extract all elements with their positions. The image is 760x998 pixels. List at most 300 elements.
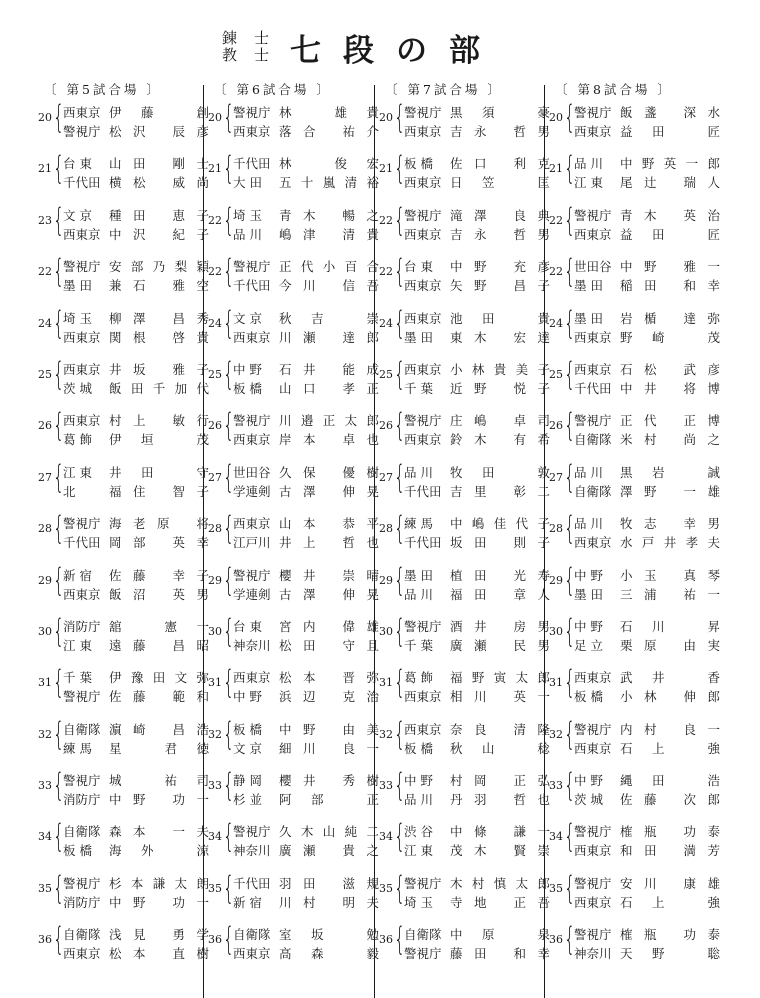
competitor-name: 木村慎太郎 xyxy=(450,875,550,891)
competitor-row xyxy=(404,430,550,448)
competitor-region: 消防庁 xyxy=(63,894,101,910)
competitor-region: 文 京 xyxy=(233,310,262,326)
match-number: 35 xyxy=(379,881,393,895)
competitor-row xyxy=(574,636,720,654)
competitor-name: 安部乃梨穎 xyxy=(109,259,209,275)
match-number: 33 xyxy=(208,779,222,793)
competitor-name: 櫻井 秀樹 xyxy=(279,773,379,789)
competitor-row xyxy=(233,874,379,892)
competitor-region: 自衛隊 xyxy=(233,927,271,943)
competitor-region: 消防庁 xyxy=(63,618,101,634)
competitor-name: 酒井 房男 xyxy=(450,618,550,634)
competitor-region: 中 野 xyxy=(574,567,603,583)
competitor-name: 丹羽 哲也 xyxy=(450,792,550,808)
category-char: 教 xyxy=(222,46,238,64)
venue-heading: 〔 第5試合場 〕 xyxy=(44,82,162,97)
competitor-row xyxy=(63,360,209,378)
match-number: 28 xyxy=(38,522,52,536)
competitor-row xyxy=(574,874,720,892)
match-entry xyxy=(375,303,550,355)
match-number: 22 xyxy=(379,265,393,279)
competitor-region: 学連剣 xyxy=(233,586,271,602)
competitor-region: 消防庁 xyxy=(63,792,101,808)
competitor-row xyxy=(63,411,209,429)
bracket-icon: { xyxy=(564,509,576,548)
match-number: 20 xyxy=(38,111,52,124)
competitor-name: 吉永 哲男 xyxy=(450,226,550,242)
match-entry xyxy=(545,200,720,252)
competitor-region: 板 橋 xyxy=(233,721,262,737)
competitor-row xyxy=(233,687,379,705)
match-entry xyxy=(34,509,209,560)
competitor-name: 米村 尚之 xyxy=(620,432,720,448)
bracket-icon: { xyxy=(53,98,65,136)
bracket-icon: { xyxy=(394,920,406,959)
match-entry xyxy=(545,611,720,663)
bracket-icon: { xyxy=(394,303,406,342)
match-entry xyxy=(545,354,720,406)
competitor-row xyxy=(404,636,550,654)
match-number: 35 xyxy=(38,881,52,895)
competitor-name: 兼石 雅空 xyxy=(109,278,209,294)
competitor-row xyxy=(63,206,209,224)
competitor-name: 石上 強 xyxy=(620,894,720,910)
competitor-region: 警視庁 xyxy=(574,207,612,223)
competitor-name: 福住 智子 xyxy=(109,483,209,499)
match-number: 35 xyxy=(549,881,563,895)
competitor-name: 植田 光寿 xyxy=(450,567,550,583)
match-entry xyxy=(34,868,209,920)
competitor-row xyxy=(574,173,720,191)
competitor-region: 警視庁 xyxy=(63,516,101,532)
match-entry xyxy=(204,98,379,149)
match-entry xyxy=(204,509,379,560)
competitor-name: 坂田 則子 xyxy=(450,535,550,551)
competitor-name: 櫻井 崇晴 xyxy=(279,567,379,583)
competitor-region: 警視庁 xyxy=(233,824,271,840)
competitor-region: 警視庁 xyxy=(574,721,612,737)
match-entry xyxy=(204,920,379,971)
bracket-icon: { xyxy=(394,560,406,599)
competitor-name: 村岡 正弘 xyxy=(450,773,550,789)
match-number: 27 xyxy=(208,470,222,484)
competitor-row xyxy=(63,893,209,911)
competitor-name: 宮内 偉雄 xyxy=(279,618,379,634)
competitor-name: 飯盞 深水 xyxy=(620,105,720,120)
bracket-icon: { xyxy=(223,714,235,753)
competitor-region: 千 葉 xyxy=(404,380,433,396)
match-entry xyxy=(204,817,379,868)
competitor-row xyxy=(404,482,550,500)
match-number: 22 xyxy=(549,213,563,227)
competitor-name: 小玉 真琴 xyxy=(620,567,720,583)
competitor-region: 中 野 xyxy=(404,773,433,789)
competitor-region: 渋 谷 xyxy=(404,824,433,840)
competitor-region: 警視庁 xyxy=(574,824,612,840)
competitor-name: 中野 雅一 xyxy=(620,259,720,275)
match-number: 36 xyxy=(38,933,52,947)
competitor-region: 墨 田 xyxy=(574,586,603,602)
competitor-row xyxy=(63,379,209,397)
bracket-icon: { xyxy=(53,457,65,496)
match-entry xyxy=(545,457,720,509)
bracket-icon: { xyxy=(53,817,65,856)
bracket-icon: { xyxy=(394,714,406,753)
competitor-region: 西東京 xyxy=(574,329,612,345)
competitor-region: 墨 田 xyxy=(574,278,603,294)
competitor-row xyxy=(404,225,550,243)
competitor-name: 正代 正博 xyxy=(620,413,720,429)
match-number: 27 xyxy=(549,470,563,484)
competitor-row xyxy=(233,585,379,603)
match-number: 31 xyxy=(38,676,52,690)
competitor-region: 葛 飾 xyxy=(63,432,92,448)
competitor-name: 正代小百合 xyxy=(279,259,379,275)
bracket-icon: { xyxy=(564,868,576,907)
competitor-region: 警視庁 xyxy=(574,927,612,943)
competitor-name: 秋山 稔 xyxy=(450,740,550,756)
match-number: 22 xyxy=(379,213,393,227)
match-entry xyxy=(34,714,209,766)
competitor-region: 文 京 xyxy=(63,207,92,223)
competitor-row xyxy=(404,893,550,911)
match-number: 29 xyxy=(379,573,393,587)
competitor-row xyxy=(404,771,550,789)
competitor-region: 学連剣 xyxy=(233,483,271,499)
competitor-name: 榷瓶 功泰 xyxy=(620,824,720,840)
competitor-row xyxy=(63,790,209,808)
competitor-name: 井上 哲也 xyxy=(279,535,379,551)
competitor-name: 中野 由美 xyxy=(279,721,379,737)
competitor-region: 品 川 xyxy=(574,516,603,532)
match-number: 21 xyxy=(549,162,563,176)
competitor-region: 警視庁 xyxy=(574,875,612,891)
competitor-region: 中 野 xyxy=(233,689,262,705)
bracket-icon: { xyxy=(394,663,406,702)
competitor-name: 室坂 勉 xyxy=(279,927,379,943)
competitor-row xyxy=(63,687,209,705)
competitor-row xyxy=(574,617,720,635)
competitor-row xyxy=(574,566,720,584)
competitor-region: 警視庁 xyxy=(63,875,101,891)
match-entry xyxy=(34,200,209,252)
competitor-region: 西東京 xyxy=(404,278,442,294)
competitor-row xyxy=(233,533,379,551)
competitor-name: 藤田 和幸 xyxy=(450,946,550,962)
competitor-row xyxy=(63,225,209,243)
competitor-row xyxy=(63,482,209,500)
competitor-row xyxy=(63,309,209,327)
competitor-name: 中野 功一 xyxy=(109,894,209,910)
competitor-name: 奈良 清隆 xyxy=(450,721,550,737)
competitor-name: 中野英一郎 xyxy=(620,156,720,172)
competitor-row xyxy=(233,463,379,481)
competitor-row xyxy=(233,411,379,429)
competitor-region: 品 川 xyxy=(404,464,433,480)
match-entry xyxy=(375,560,550,612)
competitor-row xyxy=(63,944,209,962)
competitor-region: 品 川 xyxy=(404,792,433,808)
competitor-region: 西東京 xyxy=(574,361,612,377)
competitor-region: 自衛隊 xyxy=(574,432,612,448)
competitor-region: 西東京 xyxy=(574,670,612,686)
competitor-region: 警視庁 xyxy=(404,413,442,429)
competitor-name: 飯沼 英男 xyxy=(109,586,209,602)
competitor-region: 埼 玉 xyxy=(63,310,92,326)
competitor-region: 墨 田 xyxy=(404,329,433,345)
competitor-row xyxy=(63,276,209,294)
competitor-name: 三浦 祐一 xyxy=(620,586,720,602)
competitor-region: 茨 城 xyxy=(63,380,92,396)
competitor-name: 黒須 豪 xyxy=(450,105,550,120)
bracket-icon: { xyxy=(53,406,65,445)
match-entry xyxy=(34,149,209,200)
competitor-region: 自衛隊 xyxy=(63,927,101,943)
competitor-name: 遠藤 昌昭 xyxy=(109,637,209,653)
match-entry xyxy=(204,354,379,406)
competitor-row xyxy=(574,154,720,172)
match-entry xyxy=(375,920,550,971)
competitor-name: 佐藤 範和 xyxy=(109,689,209,705)
competitor-row xyxy=(233,822,379,840)
competitor-region: 警視庁 xyxy=(63,773,101,789)
competitor-name: 近野 悦子 xyxy=(450,380,550,396)
competitor-region: 警視庁 xyxy=(63,124,101,139)
competitor-row xyxy=(63,463,209,481)
bracket-icon: { xyxy=(53,766,65,805)
competitor-row xyxy=(404,379,550,397)
competitor-name: 中野 充彦 xyxy=(450,259,550,275)
competitor-name: 寺地 正吾 xyxy=(450,894,550,910)
competitor-region: 西東京 xyxy=(574,124,612,139)
competitor-row xyxy=(233,668,379,686)
competitor-region: 西東京 xyxy=(63,361,101,377)
competitor-row xyxy=(63,328,209,346)
match-entry xyxy=(545,303,720,355)
competitor-region: 台 東 xyxy=(404,259,433,275)
competitor-row xyxy=(404,276,550,294)
competitor-region: 千代田 xyxy=(233,875,271,891)
competitor-region: 西東京 xyxy=(404,721,442,737)
competitor-row xyxy=(404,841,550,859)
competitor-name: 矢野 昌子 xyxy=(450,278,550,294)
competitor-row xyxy=(233,790,379,808)
match-number: 21 xyxy=(379,162,393,176)
competitor-name: 浜辺 克治 xyxy=(279,689,379,705)
competitor-region: 西東京 xyxy=(404,689,442,705)
competitor-row xyxy=(574,533,720,551)
competitor-region: 西東京 xyxy=(233,329,271,345)
competitor-row xyxy=(63,514,209,532)
competitor-region: 千代田 xyxy=(574,380,612,396)
competitor-name: 縄田 浩 xyxy=(620,773,720,789)
bracket-icon: { xyxy=(223,149,235,188)
competitor-row xyxy=(233,122,379,140)
bracket-icon: { xyxy=(394,252,406,291)
bracket-icon: { xyxy=(53,200,65,239)
competitor-region: 埼 玉 xyxy=(233,207,262,223)
competitor-row xyxy=(404,617,550,635)
match-number: 30 xyxy=(38,624,52,638)
competitor-row xyxy=(404,874,550,892)
competitor-name: 林 俊宏 xyxy=(279,156,379,172)
competitor-row xyxy=(574,482,720,500)
match-entry xyxy=(375,200,550,252)
competitor-region: 板 橋 xyxy=(404,740,433,756)
competitor-name: 吉里 彰二 xyxy=(450,483,550,499)
competitor-name: 細川 良一 xyxy=(279,740,379,756)
match-entry xyxy=(545,149,720,200)
competitor-region: 西東京 xyxy=(63,329,101,345)
competitor-row xyxy=(574,944,720,962)
competitor-name: 安川 康雄 xyxy=(620,875,720,891)
competitor-region: 自衛隊 xyxy=(63,824,101,840)
match-entry xyxy=(34,98,209,149)
competitor-region: 西東京 xyxy=(63,586,101,602)
competitor-name: 小林貴美子 xyxy=(450,361,550,377)
competitor-name: 古澤 伸晃 xyxy=(279,483,379,499)
match-entry xyxy=(375,406,550,457)
rank-category-label xyxy=(222,30,269,64)
competitor-name: 岩楯 達弥 xyxy=(620,310,720,326)
match-entry xyxy=(545,766,720,817)
competitor-name: 廣瀬 貴之 xyxy=(279,843,379,859)
bracket-icon: { xyxy=(394,200,406,239)
bracket-icon: { xyxy=(564,252,576,291)
competitor-region: 西東京 xyxy=(574,535,612,551)
match-number: 36 xyxy=(549,933,563,947)
page-title: 七段の部 xyxy=(290,33,502,69)
competitor-row xyxy=(404,463,550,481)
competitor-region: 中 野 xyxy=(574,618,603,634)
match-entry xyxy=(375,457,550,509)
match-entry xyxy=(204,714,379,766)
match-entry xyxy=(545,406,720,457)
competitor-name: 栗原 由実 xyxy=(620,637,720,653)
competitor-region: 西東京 xyxy=(574,843,612,859)
competitor-region: 警視庁 xyxy=(63,259,101,275)
competitor-row xyxy=(404,585,550,603)
competitor-name: 石川 昇 xyxy=(620,618,720,634)
competitor-region: 西東京 xyxy=(233,670,271,686)
competitor-row xyxy=(233,566,379,584)
competitor-row xyxy=(574,103,720,121)
venue-heading: 〔 第8試合場 〕 xyxy=(555,82,673,97)
bracket-icon: { xyxy=(223,457,235,496)
competitor-region: 西東京 xyxy=(63,946,101,962)
competitor-region: 埼 玉 xyxy=(404,894,433,910)
match-entry xyxy=(545,868,720,920)
competitor-row xyxy=(63,739,209,757)
competitor-name: 福田 章人 xyxy=(450,586,550,602)
competitor-region: 北 xyxy=(63,483,76,499)
competitor-region: 茨 城 xyxy=(574,792,603,808)
competitor-row xyxy=(404,411,550,429)
competitor-row xyxy=(233,482,379,500)
competitor-name: 吉永 哲男 xyxy=(450,124,550,139)
competitor-region: 江 東 xyxy=(574,175,603,191)
competitor-region: 自衛隊 xyxy=(574,483,612,499)
match-number: 29 xyxy=(38,573,52,587)
competitor-name: 茂木 賢崇 xyxy=(450,843,550,859)
competitor-region: 警視庁 xyxy=(574,105,612,120)
match-number: 31 xyxy=(208,676,222,690)
bracket-icon: { xyxy=(223,303,235,342)
competitor-region: 練 馬 xyxy=(404,516,433,532)
match-number: 31 xyxy=(549,676,563,690)
competitor-row xyxy=(574,122,720,140)
category-char: 錬 xyxy=(222,29,238,47)
bracket-icon: { xyxy=(394,868,406,907)
competitor-region: 世田谷 xyxy=(233,464,271,480)
competitor-row xyxy=(63,585,209,603)
match-number: 24 xyxy=(549,316,563,330)
match-number: 36 xyxy=(379,933,393,947)
competitor-row xyxy=(574,514,720,532)
match-number: 24 xyxy=(379,316,393,330)
competitor-region: 墨 田 xyxy=(63,278,92,294)
match-number: 21 xyxy=(208,162,222,176)
competitor-name: 井坂 雅子 xyxy=(109,361,209,377)
competitor-name: 青木 暢之 xyxy=(279,207,379,223)
competitor-row xyxy=(404,533,550,551)
competitor-row xyxy=(233,720,379,738)
bracket-icon: { xyxy=(53,920,65,959)
match-number: 32 xyxy=(379,727,393,741)
bracket-icon: { xyxy=(223,252,235,291)
competitor-region: 西東京 xyxy=(404,310,442,326)
competitor-row xyxy=(404,328,550,346)
competitor-row xyxy=(404,566,550,584)
competitor-name: 日笠 匡 xyxy=(450,175,550,191)
competitor-name: 佐藤 幸子 xyxy=(109,567,209,583)
venue-heading: 〔 第6試合場 〕 xyxy=(214,82,332,97)
competitor-row xyxy=(63,617,209,635)
bracket-icon: { xyxy=(223,200,235,239)
competitor-row xyxy=(233,225,379,243)
match-number: 28 xyxy=(549,522,563,536)
competitor-row xyxy=(233,360,379,378)
bracket-icon: { xyxy=(564,354,576,393)
bracket-icon: { xyxy=(564,200,576,239)
bracket-icon: { xyxy=(394,817,406,856)
competitor-name: 東木 宏達 xyxy=(450,329,550,345)
match-entry xyxy=(204,611,379,663)
match-number: 32 xyxy=(549,727,563,741)
competitor-row xyxy=(404,822,550,840)
competitor-region: 西東京 xyxy=(404,175,442,191)
match-entry xyxy=(375,509,550,560)
match-entry xyxy=(34,406,209,457)
bracket-icon: { xyxy=(564,920,576,959)
competitor-name: 松沢 辰彦 xyxy=(109,124,209,139)
competitor-row xyxy=(404,739,550,757)
competitor-region: 警視庁 xyxy=(233,567,271,583)
competitor-region: 神奈川 xyxy=(233,637,271,653)
competitor-row xyxy=(404,360,550,378)
match-number: 26 xyxy=(208,419,222,433)
competitor-row xyxy=(404,257,550,275)
match-number: 29 xyxy=(208,573,222,587)
competitor-region: 台 東 xyxy=(63,156,92,172)
match-entry xyxy=(545,98,720,149)
competitor-name: 久保 優樹 xyxy=(279,464,379,480)
match-number: 32 xyxy=(208,727,222,741)
match-entry xyxy=(375,714,550,766)
competitor-name: 牧志 幸男 xyxy=(620,516,720,532)
competitor-name: 高森 毅 xyxy=(279,946,379,962)
competitor-name: 嶋津 清貴 xyxy=(279,226,379,242)
